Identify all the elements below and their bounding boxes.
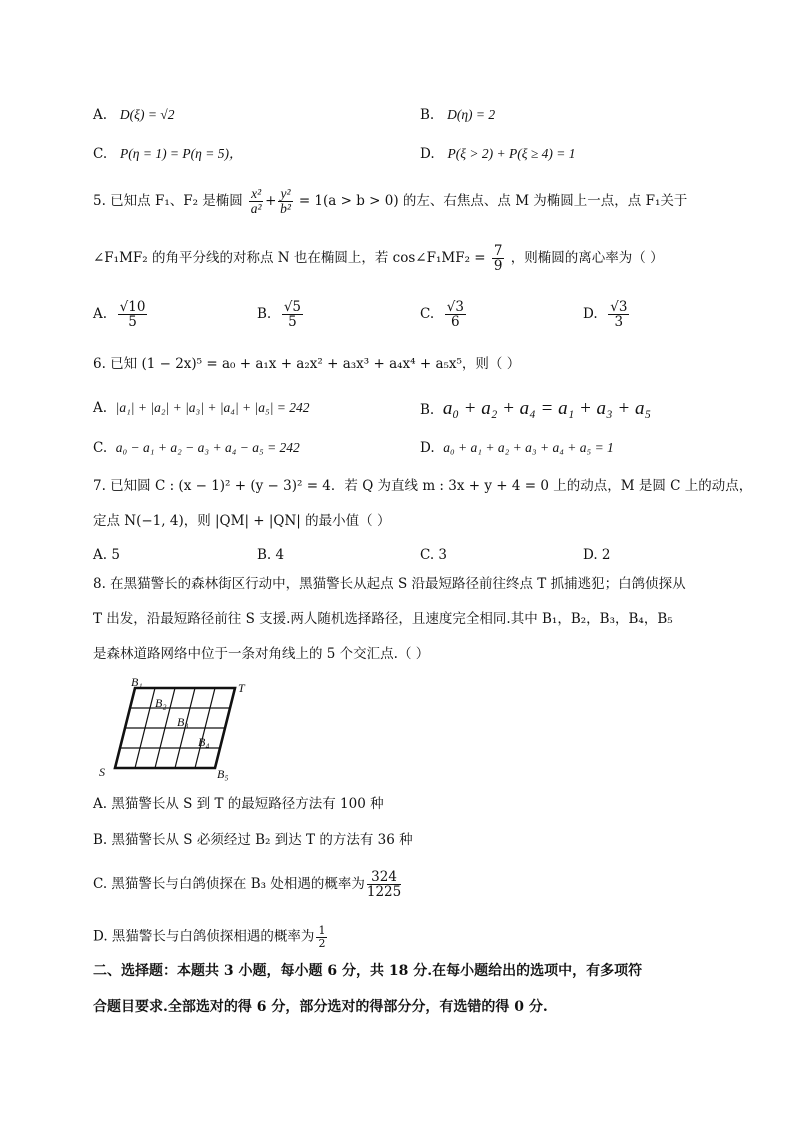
q4-d-expr: P(ξ > 2) + P(ξ ≥ 4) = 1: [447, 146, 576, 161]
q5-fraction-x: $\frac{\text{x²}}{\text{a²}}$: [250, 186, 262, 217]
label-t: T: [238, 681, 245, 695]
q4-c-expr: P(η = 1) = P(η = 5)，: [120, 146, 243, 161]
q7-option-d: D. 2: [583, 547, 611, 563]
q7-option-a: A. 5: [93, 547, 120, 563]
q4-option-b: [420, 108, 495, 123]
q4-option-c: [93, 147, 242, 162]
q5-option-b: B. $\frac{√5}{5}$: [257, 299, 302, 331]
q4-c-label: C.: [93, 146, 108, 162]
q5-option-c: C. $\frac{√3}{6}$: [420, 299, 464, 331]
q8-d-fraction: $\frac{1}{2}$: [318, 924, 326, 950]
q8-c-fraction: $\frac{324}{1225}$: [366, 869, 402, 901]
q7-option-c: C. 3: [420, 547, 448, 563]
q8-option-c: C. 黑猫警长与白鸽侦探在 B₃ 处相遇的概率为 $\frac{324}{1225}$: [93, 869, 402, 901]
q8-option-b: B. 黑猫警长从 S 必须经过 B₂ 到达 T 的方法有 36 种: [93, 832, 413, 848]
q4-option-d: [420, 147, 576, 162]
q8-option-a: A. 黑猫警长从 S 到 T 的最短路径方法有 100 种: [93, 796, 384, 812]
q5-line1-pre: 5. 已知点 F₁、F₂ 是椭圆: [93, 193, 243, 210]
label-b4: B₄: [198, 735, 210, 749]
q5-fraction-y: $\frac{\text{y²}}{\text{b²}}$: [280, 186, 291, 217]
q8-stem-line2: T 出发，沿最短路径前往 S 支援.两人随机选择路径，且速度完全相同.其中 B₁，B₂，B₃，B₄，B₅: [93, 611, 673, 627]
q4-b-expr: D(η) = 2: [447, 107, 496, 122]
q4-a-expr: D(ξ) = √2: [119, 107, 175, 122]
q6-stem: 6. 已知 (1 − 2x)⁵ = a₀ + a₁x + a₂x² + a₃x³ + a₄x⁴ + a₅x⁵，则（ ）: [93, 356, 521, 372]
q5-option-d: D. $\frac{√3}{3}$: [583, 299, 628, 331]
label-b5: B₅: [217, 767, 229, 781]
section2-heading-line2: 合题目要求.全部选对的得 6 分，部分选对的得部分分，有选错的得 0 分.: [93, 999, 548, 1015]
q4-d-label: D.: [420, 146, 435, 162]
q8-option-d: D. 黑猫警长与白鸽侦探相遇的概率为 $\frac{1}{2}$: [93, 924, 326, 950]
label-b2: B₂: [155, 696, 167, 710]
q5-cos-fraction: $\frac{7}{9}$: [493, 243, 503, 275]
q7-stem-line2: 定点 N(−1, 4)，则 |QM| + |QN| 的最小值（ ）: [93, 513, 391, 529]
q8-stem-line3: 是森林道路网络中位于一条对角线上的 5 个交汇点.（ ）: [93, 646, 430, 662]
q6-option-b: B. a₀ + a₂ + a₄ = a₁ + a₃ + a₅: [420, 398, 652, 419]
q6-option-c: C. a₀ − a₁ + a₂ − a₃ + a₄ − a₅ = 242: [93, 440, 300, 456]
q5-stem-line1: 5. 已知点 F₁、F₂ 是椭圆 $\frac{\text{x²}}{\text{a²}}$ + $\frac{\text{y²}}{\text{b²}}$ = 1(a > b > 0) 的左、右焦点、点 M 为椭圆上一点，点 F₁关于: [93, 186, 688, 217]
q5-line2-post: ，则椭圆的离心率为（ ）: [510, 250, 664, 267]
q5-line1-post: = 1(a > b > 0) 的左、右焦点、点 M 为椭圆上一点，点 F₁关于: [298, 193, 688, 210]
q6-option-a: A. |a₁| + |a₂| + |a₃| + |a₄| + |a₅| = 242: [93, 400, 310, 416]
label-b1: B₁: [131, 676, 143, 689]
q8-stem-line1: 8. 在黑猫警长的森林街区行动中，黑猫警长从起点 S 沿最短路径前往终点 T 抓捕逃犯；白鸽侦探从: [93, 576, 686, 592]
q4-a-label: A.: [93, 107, 108, 123]
q7-stem-line1: 7. 已知圆 C : (x − 1)² + (y − 3)² = 4．若 Q 为直线 m : 3x + y + 4 = 0 上的动点，M 是圆 C 上的动点，: [93, 478, 753, 494]
label-s: S: [99, 765, 105, 779]
q5-line2-pre: ∠F₁MF₂ 的角平分线的对称点 N 也在椭圆上，若 cos∠F₁MF₂ =: [93, 250, 486, 267]
q4-option-a: [93, 108, 174, 123]
road-network-figure: [95, 676, 275, 784]
label-b3: B₃: [177, 715, 189, 729]
q5-stem-line2: [93, 244, 664, 273]
q5-option-a: A. $\frac{√10}{5}$: [93, 299, 146, 331]
q4-b-label: B.: [420, 107, 435, 123]
q6-option-d: D. a₀ + a₁ + a₂ + a₃ + a₄ + a₅ = 1: [420, 440, 614, 456]
q7-option-b: B. 4: [257, 547, 285, 563]
section2-heading-line1: 二、选择题：本题共 3 小题，每小题 6 分，共 18 分.在每小题给出的选项中，有多项符: [93, 963, 643, 979]
